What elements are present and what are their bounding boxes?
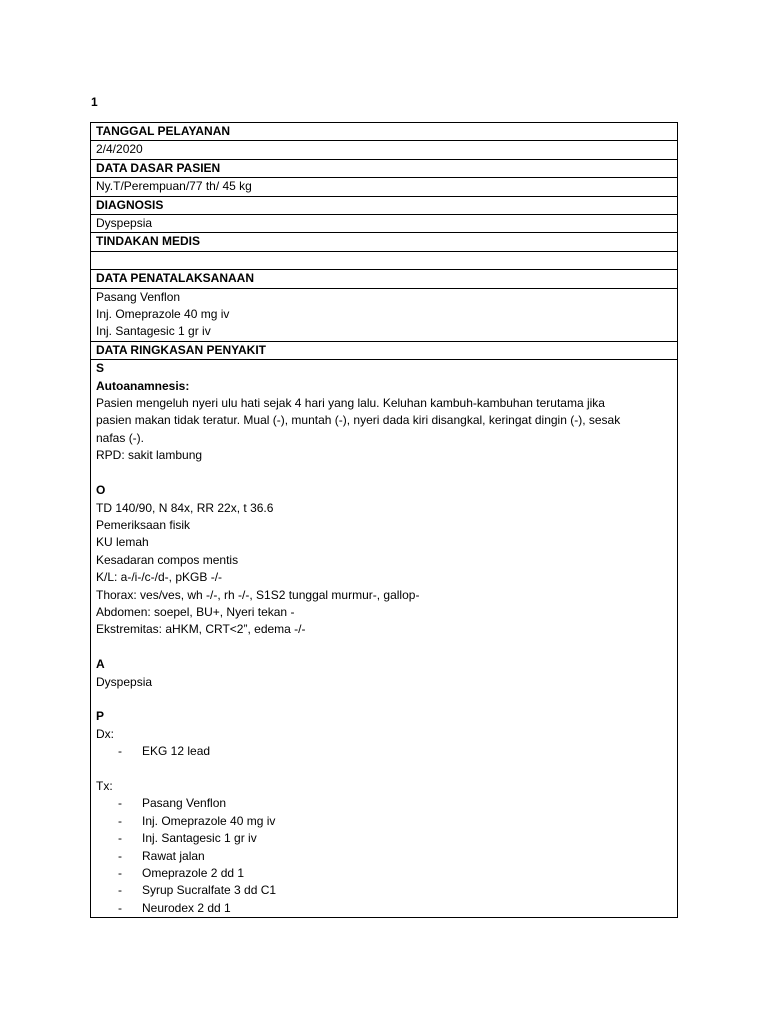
penatalaksanaan-item: Pasang Venflon	[96, 289, 181, 304]
tx-item	[96, 848, 672, 865]
exam-line: Thorax: ves/ves, wh -/-, rh -/-, S1S2 tunggal murmur-, gallop-	[96, 587, 420, 602]
a-value: Dyspepsia	[96, 674, 153, 689]
tindakan-value	[91, 251, 678, 269]
complaint-line: Pasien mengeluh nyeri ulu hati sejak 4 hari yang lalu. Keluhan kambuh-kambuhan terutama jika	[96, 396, 605, 411]
bullet-dash: -	[118, 831, 122, 846]
tx-item-text: Pasang Venflon	[142, 796, 227, 811]
exam-line: Pemeriksaan fisik	[96, 517, 191, 532]
penatalaksanaan-label: DATA PENATALAKSANAAN	[91, 270, 678, 288]
spacer	[96, 761, 672, 778]
tx-item	[96, 813, 672, 830]
rpd-line: RPD: sakit lambung	[96, 448, 203, 463]
tanggal-value: 2/4/2020	[91, 141, 678, 159]
dx-item-text: EKG 12 lead	[142, 744, 211, 759]
tx-item	[96, 865, 672, 882]
data-dasar-value: Ny.T/Perempuan/77 th/ 45 kg	[91, 178, 678, 196]
diagnosis-label: DIAGNOSIS	[91, 196, 678, 214]
page-number: 1	[91, 95, 98, 109]
exam-line: Kesadaran compos mentis	[96, 552, 239, 567]
tx-label: Tx:	[96, 778, 113, 793]
exam-line: Ekstremitas: aHKM, CRT<2”, edema -/-	[96, 622, 306, 637]
spacer	[96, 465, 672, 482]
tx-item	[96, 795, 672, 812]
penatalaksanaan-item: Inj. Omeprazole 40 mg iv	[96, 307, 230, 322]
o-heading: O	[96, 483, 106, 498]
tx-item-text: Omeprazole 2 dd 1	[142, 865, 245, 880]
ringkasan-value	[91, 360, 678, 918]
tx-item-text: Rawat jalan	[142, 848, 205, 863]
tx-item-text: Neurodex 2 dd 1	[142, 900, 231, 915]
dx-label: Dx:	[96, 726, 114, 741]
vitals-line: TD 140/90, N 84x, RR 22x, t 36.6	[96, 500, 274, 515]
tx-item	[96, 900, 672, 917]
bullet-dash: -	[118, 865, 122, 880]
diagnosis-value: Dyspepsia	[91, 215, 678, 233]
medical-record-form	[90, 122, 678, 918]
tanggal-label: TANGGAL PELAYANAN	[91, 123, 678, 141]
tx-item-text: Inj. Santagesic 1 gr iv	[142, 831, 257, 846]
a-heading: A	[96, 657, 105, 672]
bullet-dash: -	[118, 796, 122, 811]
p-heading: P	[96, 709, 105, 724]
tx-item-text: Syrup Sucralfate 3 dd C1	[142, 883, 277, 898]
tx-item-text: Inj. Omeprazole 40 mg iv	[142, 813, 276, 828]
s-heading: S	[96, 361, 105, 376]
complaint-line: pasien makan tidak teratur. Mual (-), muntah (-), nyeri dada kiri disangkal, keringat dingin (-), sesak	[96, 413, 621, 428]
autoanamnesis-label: Autoanamnesis:	[96, 378, 190, 393]
ringkasan-label: DATA RINGKASAN PENYAKIT	[91, 341, 678, 359]
spacer	[96, 639, 672, 656]
exam-line: KU lemah	[96, 535, 149, 550]
complaint-line: nafas (-).	[96, 430, 145, 445]
bullet-dash: -	[118, 848, 122, 863]
tx-item	[96, 882, 672, 899]
exam-line: K/L: a-/i-/c-/d-, pKGB -/-	[96, 570, 223, 585]
bullet-dash: -	[118, 813, 122, 828]
bullet-dash: -	[118, 900, 122, 915]
exam-line: Abdomen: soepel, BU+, Nyeri tekan -	[96, 604, 295, 619]
tx-item	[96, 830, 672, 847]
bullet-dash: -	[118, 883, 122, 898]
penatalaksanaan-item: Inj. Santagesic 1 gr iv	[96, 324, 211, 339]
data-dasar-label: DATA DASAR PASIEN	[91, 159, 678, 177]
dx-item	[96, 743, 672, 760]
penatalaksanaan-value	[91, 288, 678, 341]
spacer	[96, 691, 672, 708]
bullet-dash: -	[118, 744, 122, 759]
tindakan-label: TINDAKAN MEDIS	[91, 233, 678, 251]
